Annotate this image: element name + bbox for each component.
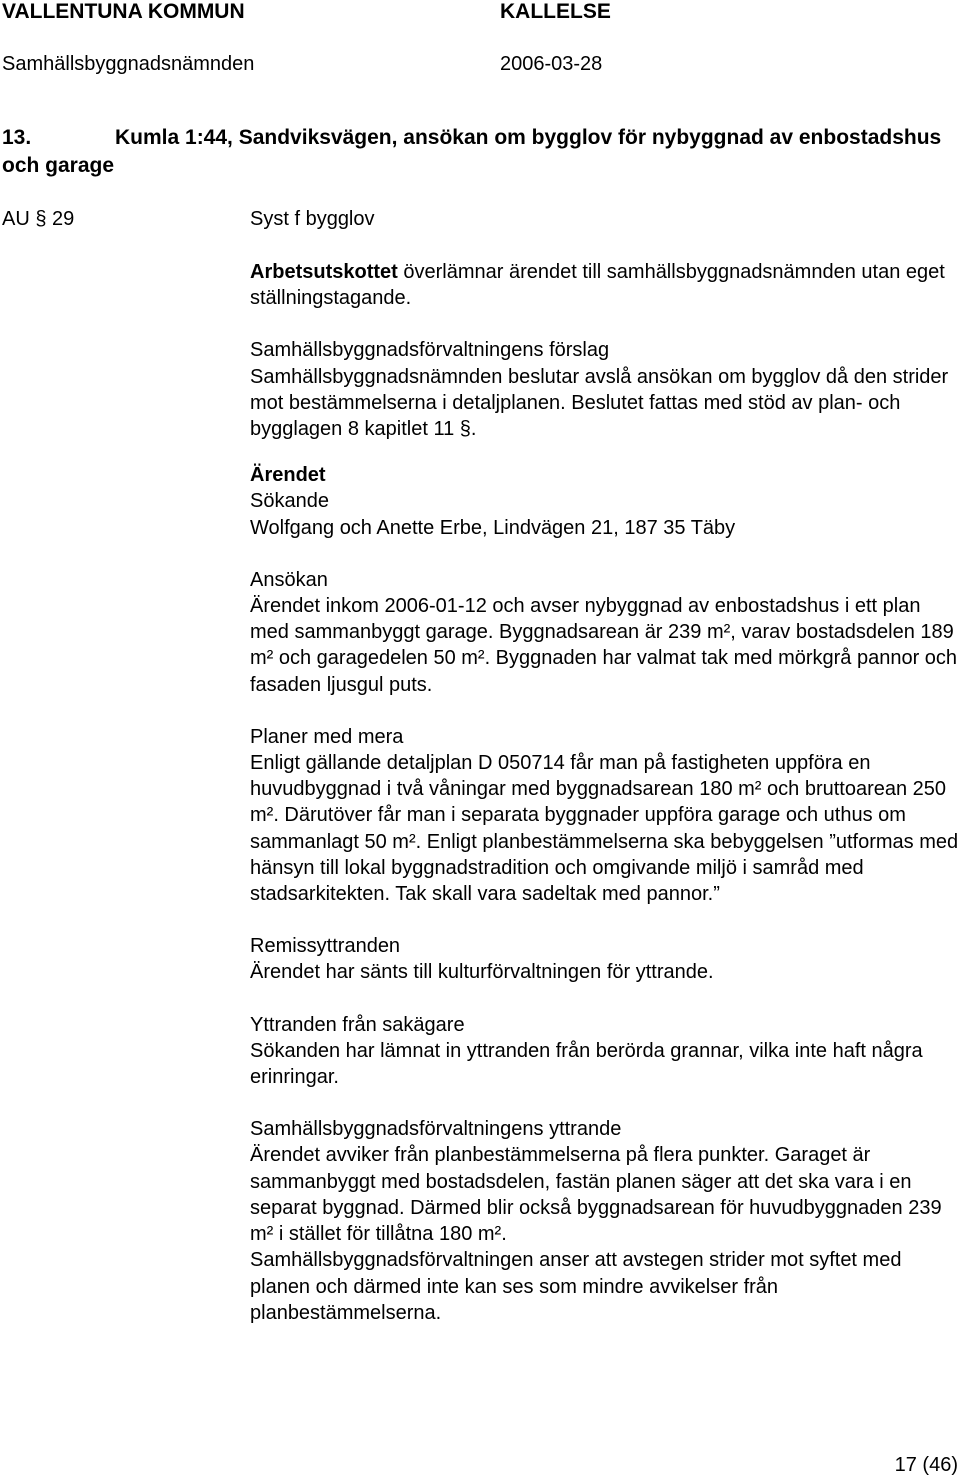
consultation-heading: Remissyttranden bbox=[250, 935, 401, 958]
committee-reference: AU § 29 bbox=[2, 208, 75, 230]
case-handler: Syst f bygglov bbox=[250, 208, 375, 230]
item-title-text: Kumla 1:44, Sandviksvägen, ansökan om bygglov för nybyggnad av enbostadshus och garage bbox=[2, 126, 942, 177]
item-number: 13. bbox=[2, 126, 32, 149]
page-number: 17 (46) bbox=[894, 1454, 958, 1476]
committee-name: Arbetsutskottet bbox=[250, 261, 398, 283]
committee-statement-text: överlämnar ärendet till samhällsbyggnadsnämnden utan eget ställningstagande. bbox=[250, 261, 945, 310]
case-heading: Ärendet bbox=[250, 464, 326, 487]
proposal-heading: Samhällsbyggnadsförvaltningens förslag bbox=[250, 339, 610, 362]
admin-statement-text-2: Samhällsbyggnadsförvaltningen anser att avstegen strider mot syftet med planen och därmed inte kan ses som mindre avvikelser från planbestämmelserna. bbox=[250, 1249, 902, 1324]
applicant-heading: Sökande bbox=[250, 490, 329, 513]
owners-text: Sökanden har lämnat in yttranden från berörda grannar, vilka inte haft några erinringar. bbox=[250, 1039, 923, 1089]
application-heading: Ansökan bbox=[250, 568, 328, 591]
applicant-text: Wolfgang och Anette Erbe, Lindvägen 21, 187 35 Täby bbox=[250, 516, 736, 539]
committee-statement bbox=[250, 259, 960, 311]
owners-heading: Yttranden från sakägare bbox=[250, 1013, 465, 1036]
item-title bbox=[2, 124, 957, 180]
plans-heading: Planer med mera bbox=[250, 725, 404, 748]
document-type: KALLELSE bbox=[500, 0, 611, 23]
plans-text: Enligt gällande detaljplan D 050714 får man på fastigheten uppföra en huvudbyggnad i två våningar med byggnadsarean 180 m² och bruttoarean 250 m². Därutöver får man i separata byggnader uppföra garage och uthus om sammanlagt 50 m². Enligt planbestämmelserna ska bebyggelsen ”utformas med hänsyn till lokal byggnadstradition och omgivande miljö i samråd med stadsarkitekten. Tak skall vara sadeltak med pannor.” bbox=[250, 752, 959, 906]
consultation-text: Ärendet har sänts till kulturförvaltningen för yttrande. bbox=[250, 961, 714, 984]
admin-statement-text-1: Ärendet avviker från planbestämmelserna på flera punkter. Garaget är sammanbyggt med bostadsdelen, fastän planen säger att det ska vara i en separat byggnad. Därmed blir också byggnadsarean för huvudbyggnaden 239 m² i stället för tillåtna 180 m². bbox=[250, 1144, 942, 1246]
meeting-date: 2006-03-28 bbox=[500, 53, 603, 75]
application-text: Ärendet inkom 2006-01-12 och avser nybyggnad av enbostadshus i ett plan med sammanbyggt garage. Byggnadsarean är 239 m², varav bostadsdelen 189 m² och garagedelen 50 m². Byggnaden har valmat tak med mörkgrå pannor och fasaden ljusgul puts. bbox=[250, 595, 958, 696]
board-name: Samhällsbyggnadsnämnden bbox=[2, 53, 255, 75]
admin-statement-heading: Samhällsbyggnadsförvaltningens yttrande bbox=[250, 1118, 622, 1141]
document-body bbox=[250, 259, 960, 1326]
organization-name: VALLENTUNA KOMMUN bbox=[2, 0, 245, 23]
proposal-text: Samhällsbyggnadsnämnden beslutar avslå ansökan om bygglov då den strider mot bestämmelserna i detaljplanen. Beslutet fattas med stöd av plan- och bygglagen 8 kapitlet 11 §. bbox=[250, 365, 949, 441]
